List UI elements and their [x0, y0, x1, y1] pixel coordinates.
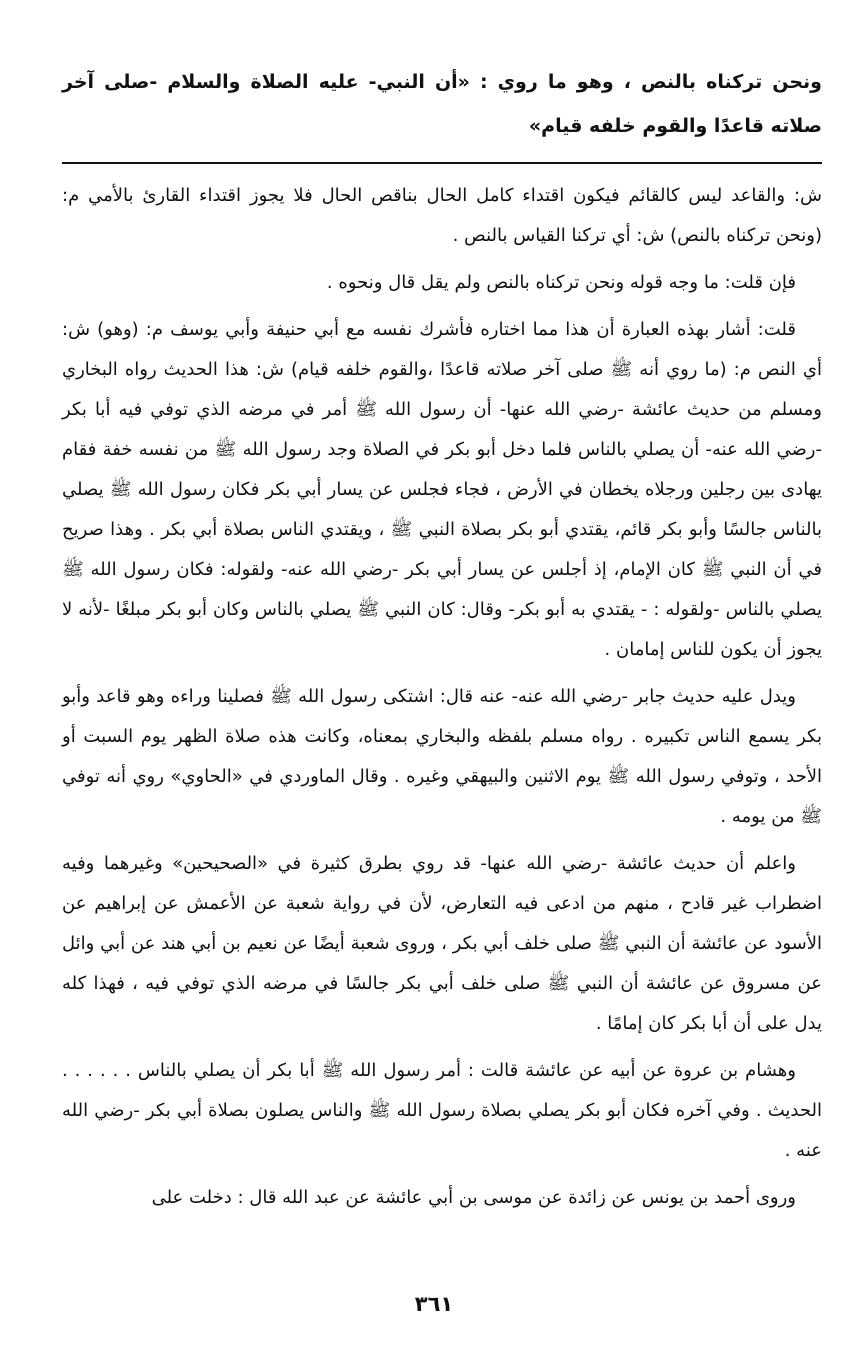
commentary: [62, 176, 822, 1218]
commentary-paragraph: ش: والقاعد ليس كالقائم فيكون اقتداء كامل الحال بناقص الحال فلا يجوز اقتداء القارئ بالأمي م: (ونحن تركناه بالنص) ش: أي تركنا القياس بالنص .: [62, 185, 822, 246]
commentary-paragraph: ويدل عليه حديث جابر -رضي الله عنه- عنه قال: اشتكى رسول الله ﷺ فصلينا وراءه وهو قاعد وأبو بكر يسمع الناس تكبيره . رواه مسلم بلفظه والبخاري بمعناه، وكانت هذه صلاة الظهر يوم السبت أو الأحد ، وتوفي رسول الله ﷺ يوم الاثنين والبيهقي وغيره . وقال الماوردي في «الحاوي» روي أنه توفي ﷺ من يومه .: [62, 686, 822, 827]
commentary-paragraph: وروى أحمد بن يونس عن زائدة عن موسى بن أبي عائشة عن عبد الله قال : دخلت على: [151, 1187, 796, 1208]
separator-rule: [62, 162, 822, 164]
page-number: ٣٦١: [414, 1292, 454, 1316]
commentary-paragraph: وهشام بن عروة عن أبيه عن عائشة قالت : أمر رسول الله ﷺ أبا بكر أن يصلي بالناس . . . . . . الحديث . وفي آخره فكان أبو بكر يصلي بصلاة رسول الله ﷺ والناس يصلون بصلاة أبي بكر -رضي الله عنه .: [62, 1060, 822, 1161]
commentary-paragraph: فإن قلت: ما وجه قوله ونحن تركناه بالنص ولم يقل قال ونحوه .: [326, 272, 796, 293]
commentary-paragraph: قلت: أشار بهذه العبارة أن هذا مما اختاره فأشرك نفسه مع أبي حنيفة وأبي يوسف م: (وهو) ش: أي النص م: (ما روي أنه ﷺ صلى آخر صلاته قاعدًا ،والقوم خلفه قيام) ش: هذا الحديث رواه البخاري ومسلم من حديث عائشة -رضي الله عنها- أن رسول الله ﷺ أمر في مرضه الذي توفي فيه أبا بكر -رضي الله عنه- أن يصلي بالناس فلما دخل أبو بكر في الصلاة وجد رسول الله ﷺ من نفسه خفة فقام يهادى بين رجلين ورجلاه يخطان في الأرض ، فجاء فجلس عن يسار أبي بكر فكان رسول الله ﷺ يصلي بالناس جالسًا وأبو بكر قائم، يقتدي أبو بكر بصلاة النبي ﷺ ، ويقتدي الناس بصلاة أبي بكر . وهذا صريح في أن النبي ﷺ كان الإمام، إذ أجلس عن يسار أبي بكر -رضي الله عنه- ولقوله: فكان رسول الله ﷺ يصلي بالناس -ولقوله : - يقتدي به أبو بكر- وقال: كان النبي ﷺ يصلي بالناس وكان أبو بكر مبلغًا -لأنه لا يجوز أن يكون للناس إمامان .: [62, 319, 822, 660]
page-body: [62, 60, 822, 1225]
commentary-paragraph: واعلم أن حديث عائشة -رضي الله عنها- قد روي بطرق كثيرة في «الصحيحين» وغيرهما وفيه اضطراب غير قادح ، منهم من ادعى فيه التعارض، لأن في رواية شعبة عن الأعمش عن إبراهيم عن الأسود عن عائشة أن النبي ﷺ صلى خلف أبي بكر ، وروى شعبة أيضًا عن نعيم بن أبي هند عن أبي وائل عن مسروق عن عائشة أن النبي ﷺ صلى خلف أبي بكر جالسًا في مرضه الذي توفي فيه ، فهذا كله يدل على أن أبا بكر كان إمامًا .: [62, 853, 822, 1034]
matn-text: ونحن تركناه بالنص ، وهو ما روي : «أن النبي- عليه الصلاة والسلام -صلى آخر صلاته قاعدًا والقوم خلفه قيام»: [62, 71, 822, 137]
